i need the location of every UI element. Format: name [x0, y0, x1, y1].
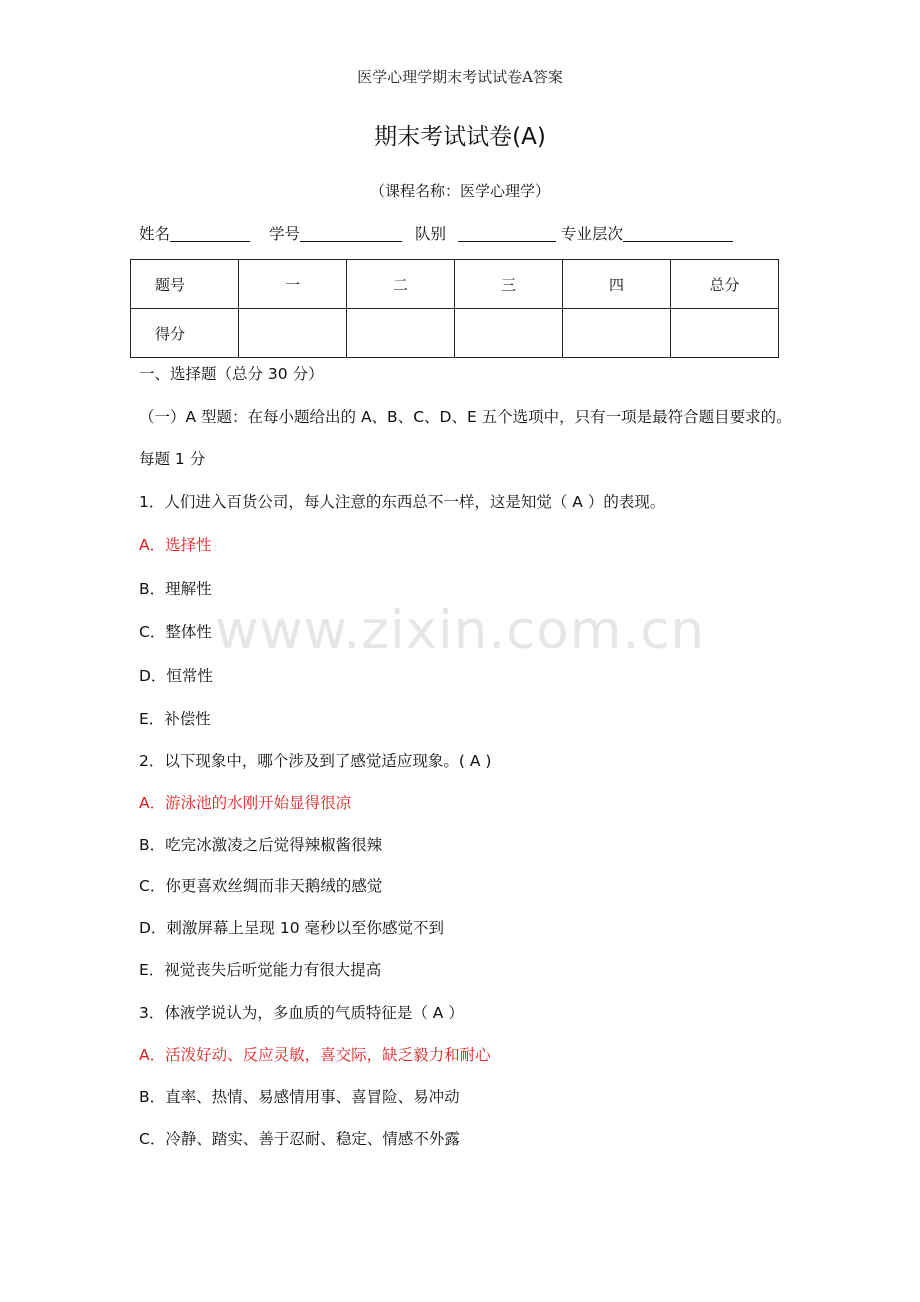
question-stem: 1．人们进入百货公司，每人注意的东西总不一样，这是知觉（ A ）的表现。 [139, 493, 666, 511]
option: B．直率、热情、易感情用事、喜冒险、易冲动 [139, 1088, 460, 1106]
score-header-cell: 三 [455, 260, 563, 309]
team-field [415, 222, 556, 244]
page-header: 医学心理学期末考试试卷A答案 [357, 68, 563, 86]
student-id-label: 学号 [269, 225, 301, 243]
major-label: 专业层次 [561, 225, 624, 243]
option: D．刺激屏幕上呈现 10 毫秒以至你感觉不到 [139, 919, 445, 937]
score-table-score-row [131, 309, 779, 358]
student-id-field [269, 222, 402, 244]
option: C．整体性 [139, 623, 212, 641]
major-field [561, 222, 733, 244]
section-instruction: （一）A 型题：在每小题给出的 A、B、C、D、E 五个选项中，只有一项是最符合题目要求的。 [139, 408, 792, 426]
per-question-score: 每题 1 分 [139, 450, 206, 468]
score-cell[interactable] [347, 309, 455, 358]
option-correct: A．选择性 [139, 536, 212, 554]
option: E．视觉丧失后听觉能力有很大提高 [139, 961, 382, 979]
section-heading: 一、选择题（总分 30 分） [139, 365, 324, 383]
score-row-label: 得分 [131, 309, 239, 358]
option-correct: A．游泳池的水刚开始显得很凉 [139, 794, 352, 812]
score-table-header-row [131, 260, 779, 309]
question-stem: 3．体液学说认为，多血质的气质特征是（ A ） [139, 1004, 464, 1022]
watermark: www.zixin.com.cn [215, 600, 705, 661]
option: B．理解性 [139, 580, 212, 598]
question-stem: 2．以下现象中，哪个涉及到了感觉适应现象。( A ) [139, 752, 492, 770]
option: C．冷静、踏实、善于忍耐、稳定、情感不外露 [139, 1130, 460, 1148]
option: E．补偿性 [139, 710, 211, 728]
score-header-cell: 二 [347, 260, 455, 309]
team-blank[interactable] [458, 225, 556, 242]
score-cell[interactable] [455, 309, 563, 358]
name-field [139, 222, 250, 244]
score-header-cell: 一 [239, 260, 347, 309]
name-label: 姓名 [139, 225, 171, 243]
student-id-blank[interactable] [300, 225, 402, 242]
score-cell[interactable] [563, 309, 671, 358]
score-cell[interactable] [239, 309, 347, 358]
option: B．吃完冰激凌之后觉得辣椒酱很辣 [139, 836, 383, 854]
name-blank[interactable] [170, 225, 250, 242]
score-table [130, 259, 779, 358]
course-name: （课程名称：医学心理学） [369, 182, 550, 200]
exam-title: 期末考试试卷(A) [374, 124, 546, 150]
score-header-cell: 题号 [131, 260, 239, 309]
score-header-cell: 总分 [671, 260, 779, 309]
major-blank[interactable] [623, 225, 733, 242]
team-label: 队别 [415, 225, 447, 243]
option-correct: A．活泼好动、反应灵敏，喜交际，缺乏毅力和耐心 [139, 1046, 491, 1064]
score-cell[interactable] [671, 309, 779, 358]
score-header-cell: 四 [563, 260, 671, 309]
option: D．恒常性 [139, 667, 213, 685]
option: C．你更喜欢丝绸而非天鹅绒的感觉 [139, 877, 383, 895]
